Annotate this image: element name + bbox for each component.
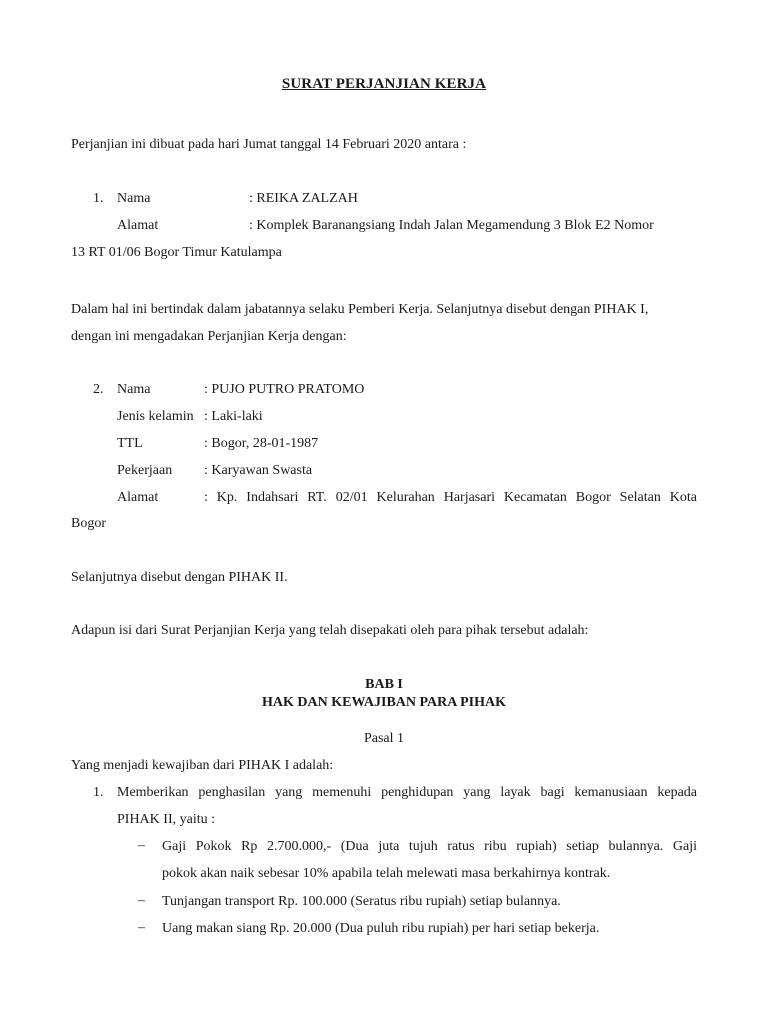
party1-address-label: Alamat [117, 218, 159, 233]
content-intro-paragraph: Adapun isi dari Surat Perjanjian Kerja yang telah disepakati oleh para pihak tersebut adalah: [71, 623, 589, 638]
party2-name-label: Nama [117, 382, 151, 397]
party2-address-continued: Bogor [71, 516, 106, 531]
party1-address-continued: 13 RT 01/06 Bogor Timur Katulampa [71, 245, 282, 260]
party2-gender-label: Jenis kelamin [117, 409, 194, 424]
bullet-3-line1: Uang makan siang Rp. 20.000 (Dua puluh ribu rupiah) per hari setiap bekerja. [162, 921, 600, 936]
role2-paragraph: Selanjutnya disebut dengan PIHAK II. [71, 570, 288, 585]
chapter-number: BAB I [365, 677, 403, 692]
article-heading: Pasal 1 [363, 731, 405, 746]
bullet-dash: – [138, 838, 145, 853]
bullet-2-line1: Tunjangan transport Rp. 100.000 (Seratus ribu rupiah) setiap bulannya. [162, 894, 561, 909]
party2-address-label: Alamat [117, 490, 159, 505]
bullet-dash: – [138, 920, 145, 935]
party2-job-value: : Karyawan Swasta [204, 463, 313, 478]
bullet-dash: – [138, 893, 145, 908]
party2-ttl-label: TTL [117, 436, 143, 451]
bullet-1-line2: pokok akan naik sebesar 10% apabila telah melewati masa berkahirnya kontrak. [162, 866, 611, 881]
bullet-1-line1: Gaji Pokok Rp 2.700.000,- (Dua juta tujuh ratus ribu rupiah) setiap bulannya. Gaji [162, 839, 697, 854]
chapter-title: HAK DAN KEWAJIBAN PARA PIHAK [262, 695, 506, 710]
party1-number: 1. [93, 191, 104, 206]
party1-address-value: : Komplek Baranangsiang Indah Jalan Megamendung 3 Blok E2 Nomor [249, 218, 654, 233]
party2-gender-value: : Laki-laki [204, 409, 263, 424]
role1-line2: dengan ini mengadakan Perjanjian Kerja dengan: [71, 329, 347, 344]
party1-name-value: : REIKA ZALZAH [249, 191, 358, 206]
obligation-item-number: 1. [93, 785, 104, 800]
obligation-item-line2: PIHAK II, yaitu : [117, 812, 215, 827]
obligation-intro: Yang menjadi kewajiban dari PIHAK I adalah: [71, 758, 334, 773]
party2-name-value: : PUJO PUTRO PRATOMO [204, 382, 365, 397]
party2-address-value: : Kp. Indahsari RT. 02/01 Kelurahan Harjasari Kecamatan Bogor Selatan Kota [204, 490, 697, 505]
document-title: SURAT PERJANJIAN KERJA [281, 76, 487, 92]
party1-name-label: Nama [117, 191, 151, 206]
party2-ttl-value: : Bogor, 28-01-1987 [204, 436, 319, 451]
party2-job-label: Pekerjaan [117, 463, 173, 478]
obligation-item-line1: Memberikan penghasilan yang memenuhi penghidupan yang layak bagi kemanusiaan kepada [117, 785, 697, 800]
party2-number: 2. [93, 382, 104, 397]
intro-paragraph: Perjanjian ini dibuat pada hari Jumat tanggal 14 Februari 2020 antara : [71, 137, 467, 152]
role1-line1: Dalam hal ini bertindak dalam jabatannya selaku Pemberi Kerja. Selanjutnya disebut dengan PIHAK I, [71, 302, 649, 317]
